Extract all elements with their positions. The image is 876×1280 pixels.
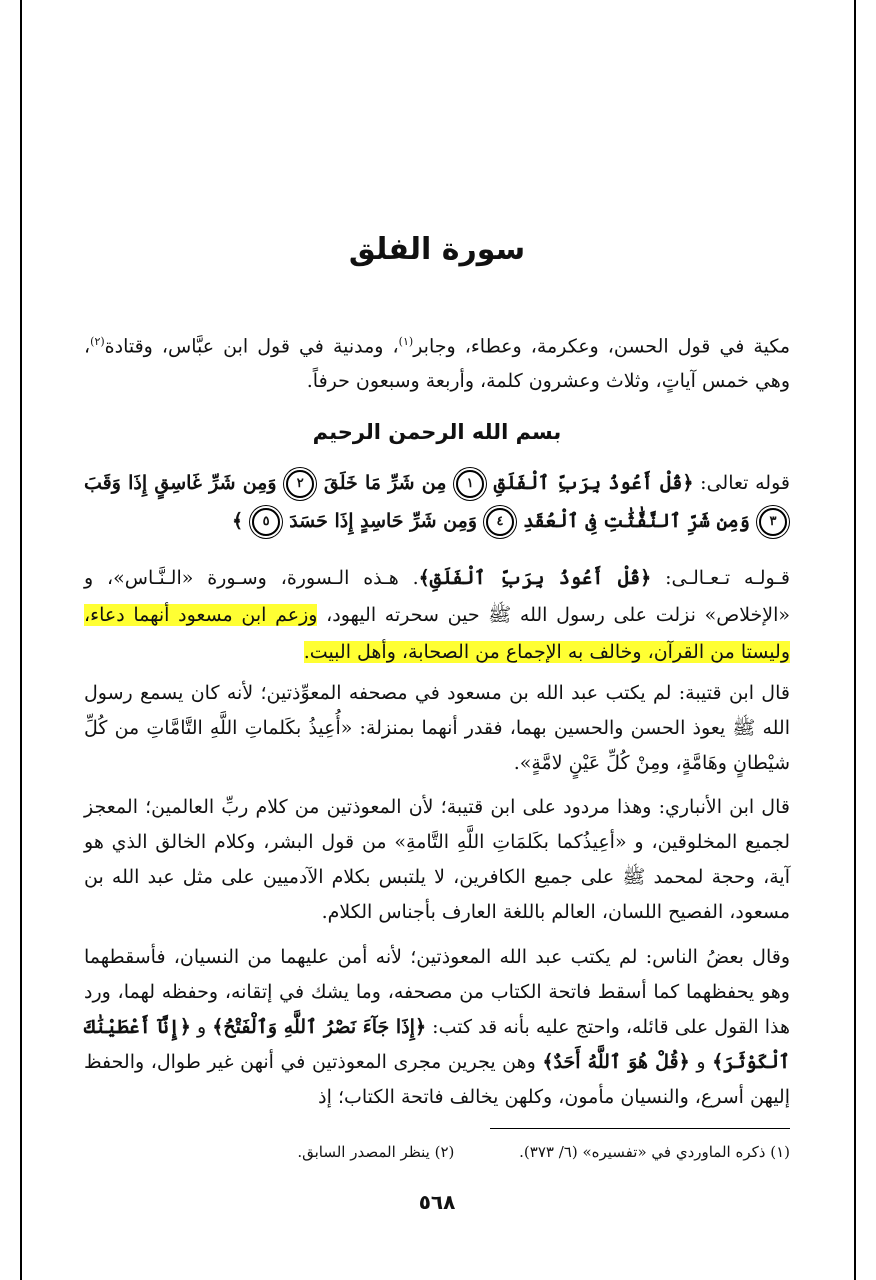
page-number: ٥٦٨ [418, 1190, 456, 1214]
verse-1: ﴿قُلْ أَعُوذُ بِرَبِّ ٱلْفَلَقِ [493, 472, 694, 494]
verses-lead: قوله تعالى: [693, 472, 790, 494]
ibn-al-anbari-paragraph: قال ابن الأنباري: وهذا مردود على ابن قتيبة؛ لأن المعوذتين من كلام ربِّ العالمين؛ المعجز لجميع المخلوقين، و «أعِيذُكما بكَلمَاتِ اللَّهِ التَّامةِ» من قول البشر، وكلام الخالق الذي هو آية، وحجة لمحمد ﷺ على جميع الكافرين، لا يلتبس بكلام الآدميين على مثل عبد الله بن مسعود، الفصيح اللسان، العالم باللغة العارف بأجناس الكلام. [84, 796, 790, 923]
verse-2: مِن شَرِّ مَا خَلَقَ [323, 472, 447, 494]
footnotes [84, 1140, 790, 1164]
para2-text: . هـذه الـسورة، وسـورة «الـنَّـاس»، و «الإخلاص» نزلت على رسول الله ﷺ حين سحرته اليهود، [84, 567, 791, 626]
footnote-2: (٢) ينظر المصدر السابق. [297, 1143, 455, 1161]
basmala-heading: بسم الله الرحمن الرحيم [312, 420, 562, 444]
intro-text-3: ، وهي خمس آياتٍ، وثلاث وعشرون كلمة، وأربعة وسبعون حرفاً. [84, 335, 790, 393]
verse-number-3: ٣ [759, 508, 787, 536]
book-page [84, 0, 790, 1280]
para2-lead: قـولـه تـعـالـى: [651, 567, 791, 589]
footnote-ref-1: (١) [398, 335, 414, 348]
para2-quran: ﴿قُلْ أَعُوذُ بِرَبِّ ٱلْفَلَقِ﴾ [418, 567, 652, 589]
intro-paragraph [84, 324, 790, 399]
footnote-1: (١) ذكره الماوردي في «تفسيره» (٦/ ٣٧٣). [519, 1143, 790, 1161]
highlighted-text: وزعم ابن مسعود أنهما دعاء، وليستا من القرآن، وخالف به الإجماع من الصحابة، وأهل البيت. [84, 604, 790, 663]
para5-quran-3: ﴿قُلْ هُوَ ٱللَّهُ أَحَدٌ﴾ [542, 1051, 690, 1073]
para5-text-2: و [190, 1016, 213, 1038]
intro-text-2: ، ومدنية في قول ابن عبَّاس، وقتادة [104, 335, 399, 358]
verses-close: ﴾ [231, 510, 244, 532]
verse-number-2: ٢ [286, 470, 314, 498]
verse-4: وَمِن شَرِّ ٱلنَّفَّٰثَٰتِ فِى ٱلْعُقَدِ [523, 510, 750, 532]
verse-5: وَمِن شَرِّ حَاسِدٍ إِذَا حَسَدَ [289, 510, 477, 532]
para5-text-1: وقال بعضُ الناس: لم يكتب عبد الله المعوذتين؛ لأنه أمن عليهما من النسيان، فأسقطهما وهو يحفظهما كما أسقط فاتحة الكتاب من مصحفه، وما يشك في إتقانه، وحفظه لهما، ورد هذا القول على قائله، واحتج عليه بأنه قد كتب: [84, 946, 790, 1038]
some-people-paragraph [84, 940, 790, 1115]
para5-quran-2: ﴿إِنَّآ أَعْطَيْنَٰكَ ٱلْكَوْثَرَ﴾ [84, 1016, 791, 1073]
verse-number-1: ١ [456, 470, 484, 498]
verse-3: وَمِن شَرِّ غَاسِقٍ إِذَا وَقَبَ [84, 472, 277, 494]
para5-quran-1: ﴿إِذَا جَآءَ نَصْرُ ٱللَّهِ وَٱلْفَتْحُ﴾ [212, 1016, 427, 1038]
ibn-qutaybah-paragraph: قال ابن قتيبة: لم يكتب عبد الله بن مسعود في مصحفه المعوِّذتين؛ لأنه كان يسمع رسول الله ﷺ يعوذ الحسن والحسين بهما، فقدر أنهما بمنزلة: «أُعِيذُ بكَلماتِ اللَّهِ التَّامَّاتِ من كُلِّ شيْطانٍ وهَامَّةٍ، ومِنْ كُلِّ عَيْنٍ لامَّةٍ». [84, 682, 790, 774]
verse-number-4: ٤ [486, 508, 514, 536]
para5-text-3: و [689, 1051, 713, 1073]
commentary-paragraph-1 [84, 560, 790, 671]
verse-number-5: ٥ [252, 508, 280, 536]
intro-text-1: مكية في قول الحسن، وعكرمة، وعطاء، وجابر [413, 335, 791, 358]
surah-title: سورة الفلق [348, 232, 526, 267]
footnote-ref-2: (٢) [90, 335, 105, 348]
verses-paragraph [84, 464, 790, 540]
footnote-divider [490, 1128, 790, 1129]
para5-text-4: وهن يجرين مجرى المعوذتين في أنهن غير طوال، والحفظ إليهن أسرع، والنسيان مأمون، وكلهن يخالف فاتحة الكتاب؛ إذ [84, 1051, 790, 1108]
